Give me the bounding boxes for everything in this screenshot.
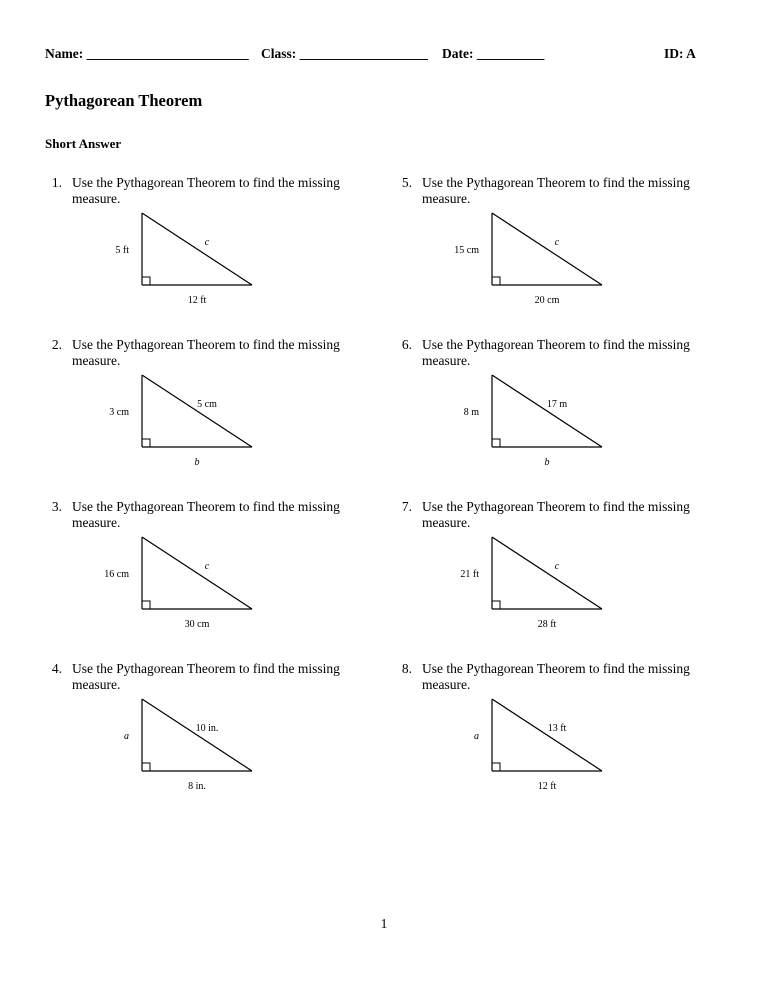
problem-prompt: [422, 175, 712, 207]
prompt-line: measure.: [72, 353, 121, 368]
vertical-leg-label: a: [474, 731, 479, 742]
horizontal-leg-label: 12 ft: [187, 295, 207, 306]
vertical-leg-label: 3 cm: [109, 407, 129, 418]
prompt-line: Use the Pythagorean Theorem to find the missing: [422, 661, 690, 676]
hypotenuse: [142, 699, 252, 771]
section-title: Short Answer: [45, 136, 122, 151]
right-triangle-diagram: [427, 367, 657, 468]
prompt-line: measure.: [422, 677, 471, 692]
hypotenuse: [492, 699, 602, 771]
page-title: Pythagorean Theorem: [45, 91, 203, 110]
problem-prompt: [422, 337, 712, 369]
hypotenuse: [492, 375, 602, 447]
problem-7: [382, 499, 702, 649]
hypotenuse-label: c: [204, 561, 210, 572]
prompt-line: Use the Pythagorean Theorem to find the missing: [422, 499, 690, 514]
vertical-leg-label: 21 ft: [460, 569, 479, 580]
problem-5: [382, 175, 702, 325]
right-triangle-diagram: [427, 529, 657, 630]
problem-number: 1.: [51, 175, 62, 190]
problem-number: 4.: [51, 661, 62, 676]
right-angle-marker: [492, 439, 500, 447]
right-triangle-diagram: [77, 691, 307, 792]
problem-prompt: [422, 661, 712, 693]
horizontal-leg-label: 28 ft: [537, 619, 557, 630]
right-triangle-diagram: [427, 691, 657, 792]
right-triangle-diagram: [77, 205, 307, 306]
prompt-line: measure.: [72, 515, 121, 530]
hypotenuse: [142, 375, 252, 447]
right-angle-marker: [142, 601, 150, 609]
horizontal-leg-label: b: [194, 457, 200, 468]
problem-4: [32, 661, 352, 811]
problem-number: 6.: [401, 337, 412, 352]
right-angle-marker: [142, 439, 150, 447]
problem-prompt: [72, 175, 362, 207]
problem-prompt: [72, 337, 362, 369]
right-triangle-diagram: [77, 367, 307, 468]
problem-number: 8.: [401, 661, 412, 676]
name-field-label: Name: ________________________: [45, 46, 249, 61]
prompt-line: Use the Pythagorean Theorem to find the missing: [72, 175, 340, 190]
problem-prompt: [72, 499, 362, 531]
problem-number: 7.: [401, 499, 412, 514]
prompt-line: Use the Pythagorean Theorem to find the missing: [72, 661, 340, 676]
vertical-leg-label: 5 ft: [115, 245, 129, 256]
hypotenuse-label: 17 m: [546, 399, 568, 410]
horizontal-leg-label: 30 cm: [184, 619, 210, 630]
prompt-line: measure.: [72, 677, 121, 692]
prompt-line: measure.: [422, 353, 471, 368]
right-angle-marker: [492, 763, 500, 771]
hypotenuse-label: 13 ft: [547, 723, 567, 734]
prompt-line: Use the Pythagorean Theorem to find the missing: [72, 337, 340, 352]
right-angle-marker: [492, 601, 500, 609]
problem-3: [32, 499, 352, 649]
class-field-label: Class: ___________________: [261, 46, 428, 61]
right-angle-marker: [142, 763, 150, 771]
hypotenuse: [142, 213, 252, 285]
problem-1: [32, 175, 352, 325]
problem-prompt: [422, 499, 712, 531]
right-triangle-diagram: [427, 205, 657, 306]
horizontal-leg-label: 12 ft: [537, 781, 557, 792]
prompt-line: Use the Pythagorean Theorem to find the missing: [72, 499, 340, 514]
horizontal-leg-label: b: [544, 457, 550, 468]
vertical-leg-label: 15 cm: [454, 245, 479, 256]
vertical-leg-label: 8 m: [463, 407, 479, 418]
right-angle-marker: [142, 277, 150, 285]
problem-prompt: [72, 661, 362, 693]
horizontal-leg-label: 8 in.: [188, 781, 206, 792]
vertical-leg-label: 16 cm: [104, 569, 129, 580]
page-number: 1: [380, 916, 388, 931]
hypotenuse-label: c: [554, 561, 560, 572]
problem-8: [382, 661, 702, 811]
problem-number: 5.: [401, 175, 412, 190]
date-field-label: Date: __________: [442, 46, 545, 61]
problem-number: 3.: [51, 499, 62, 514]
prompt-line: Use the Pythagorean Theorem to find the missing: [422, 337, 690, 352]
hypotenuse-label: c: [204, 237, 210, 248]
problem-6: [382, 337, 702, 487]
hypotenuse: [142, 537, 252, 609]
problem-2: [32, 337, 352, 487]
hypotenuse-label: 10 in.: [195, 723, 219, 734]
right-angle-marker: [492, 277, 500, 285]
worksheet-header: [45, 46, 705, 64]
prompt-line: measure.: [422, 515, 471, 530]
right-triangle-diagram: [77, 529, 307, 630]
hypotenuse-label: c: [554, 237, 560, 248]
prompt-line: measure.: [422, 191, 471, 206]
problem-number: 2.: [51, 337, 62, 352]
horizontal-leg-label: 20 cm: [534, 295, 560, 306]
hypotenuse: [492, 213, 602, 285]
prompt-line: measure.: [72, 191, 121, 206]
prompt-line: Use the Pythagorean Theorem to find the missing: [422, 175, 690, 190]
hypotenuse-label: 5 cm: [197, 399, 217, 410]
vertical-leg-label: a: [124, 731, 129, 742]
worksheet-id: ID: A: [664, 46, 696, 61]
hypotenuse: [492, 537, 602, 609]
